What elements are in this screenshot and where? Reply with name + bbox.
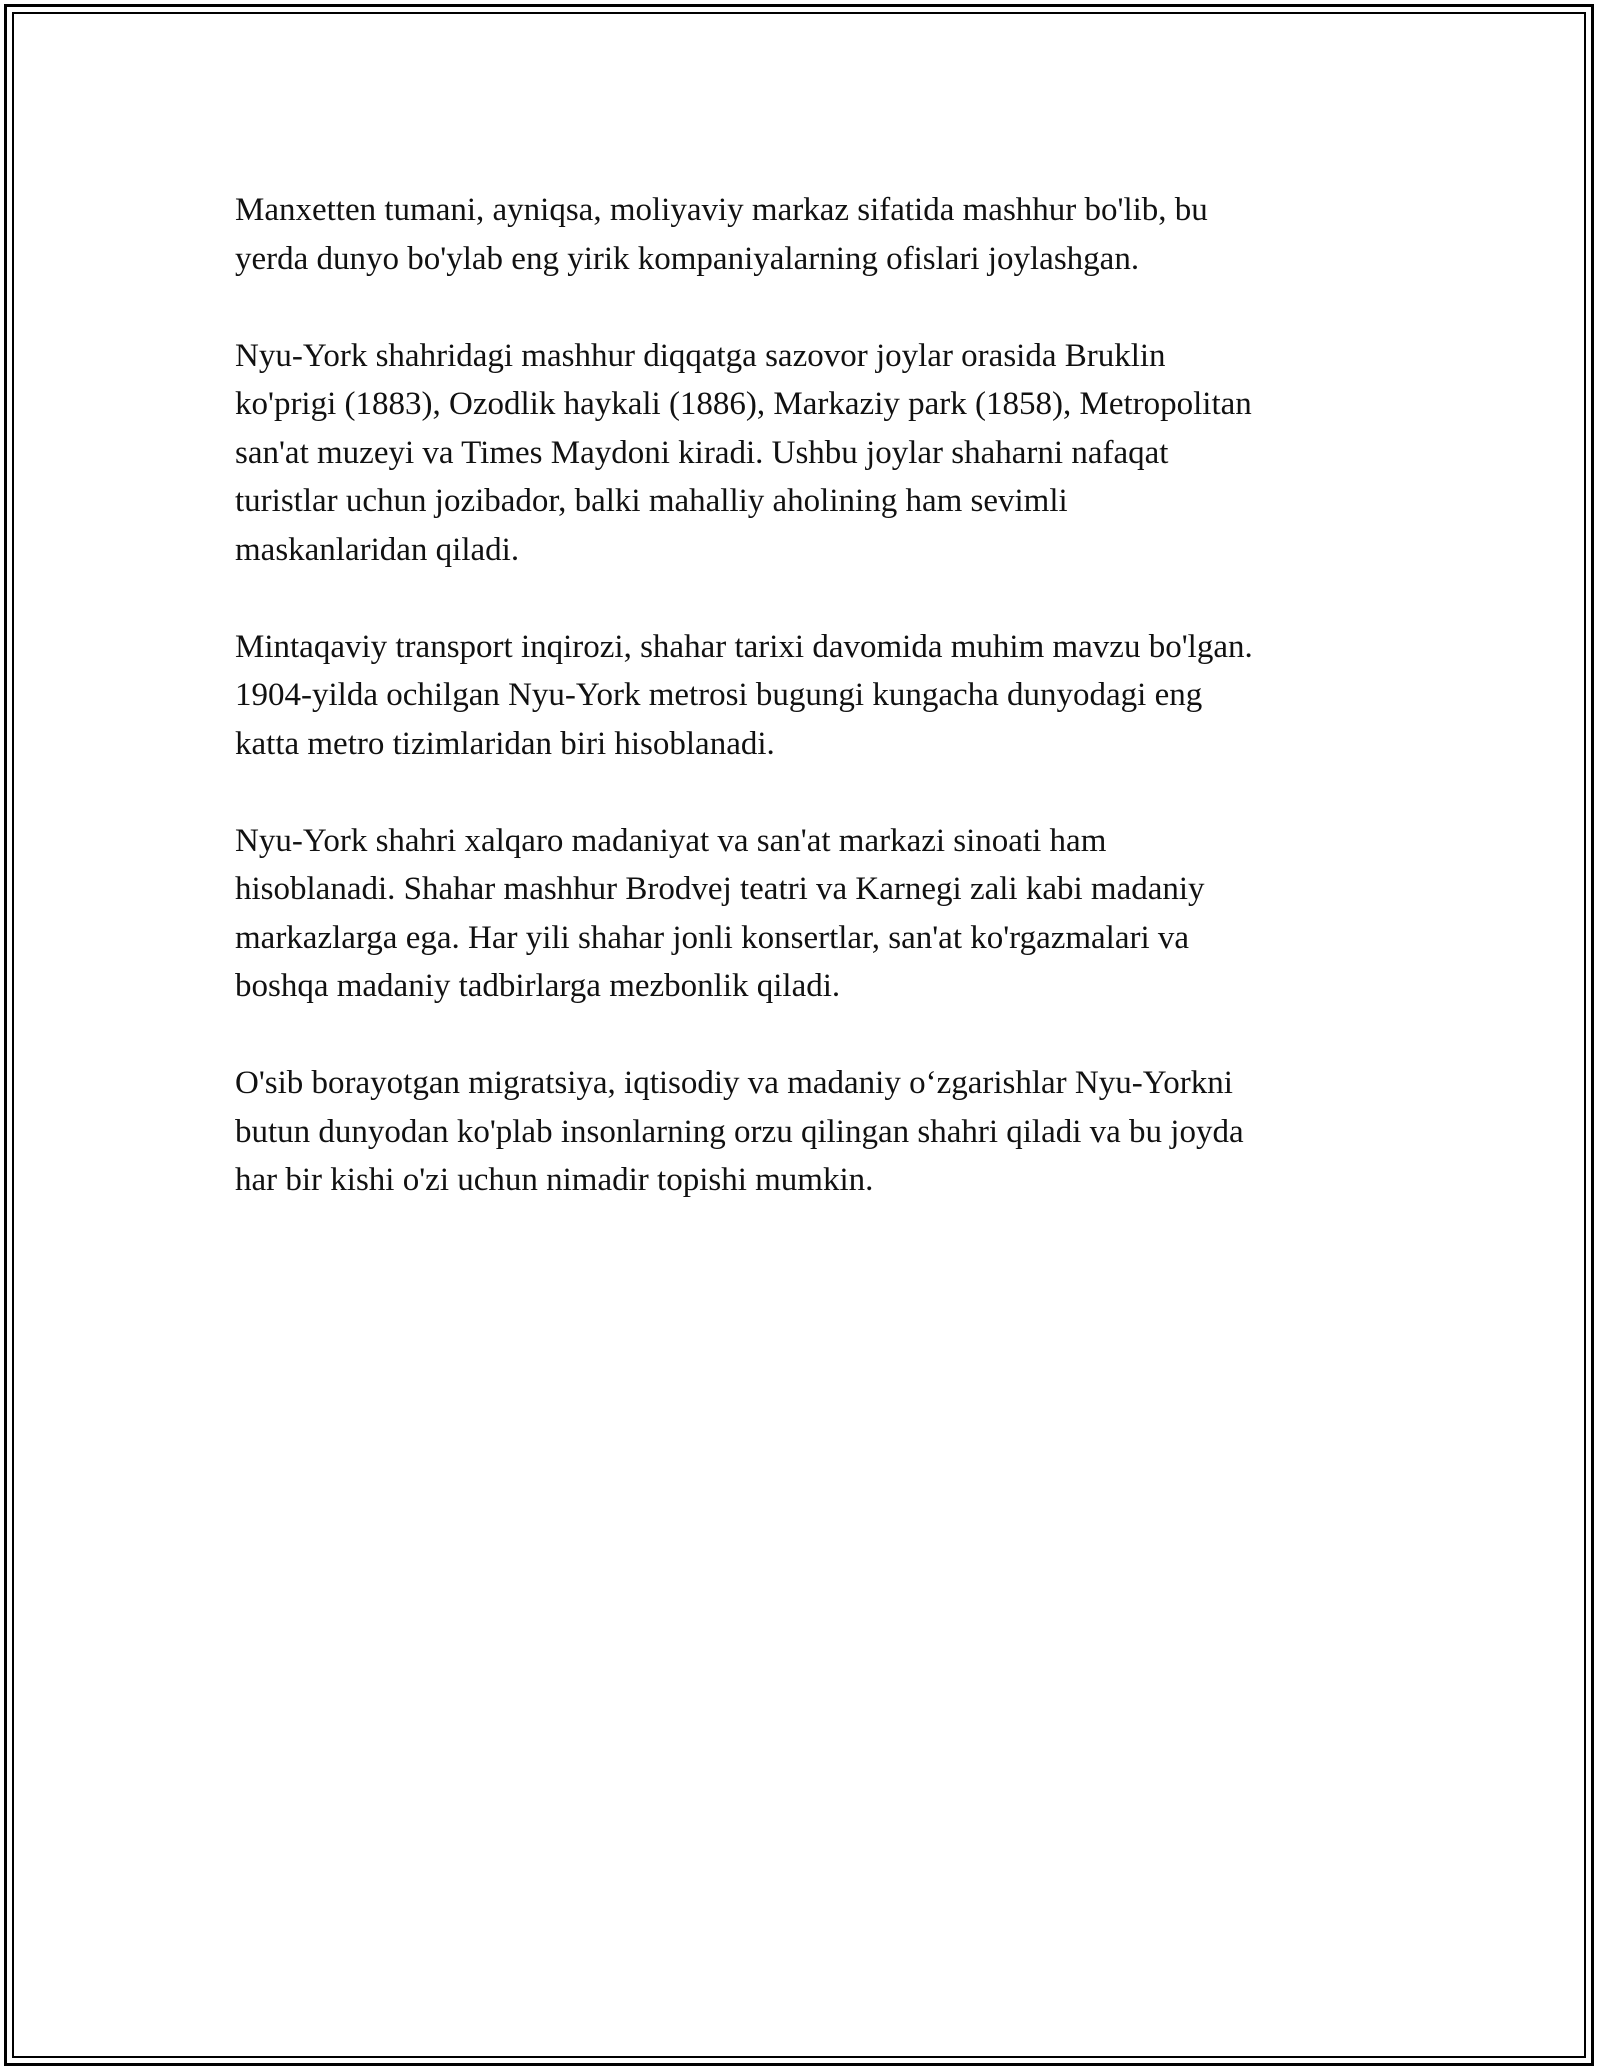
paragraph-landmarks: Nyu-York shahridagi mashhur diqqatga sazovor joylar orasida Bruklin ko'prigi (1883), Ozodlik haykali (1886), Markaziy park (1858), Metropolitan san'at muzeyi va Times Maydoni kiradi. Ushbu joylar shaharni nafaqat turistlar uchun jozibador, balki mahalliy aholining ham sevimli maskanlaridan qiladi. <box>235 337 1252 568</box>
paragraph-culture: Nyu-York shahri xalqaro madaniyat va san'at markazi sinoati ham hisoblanadi. Shahar mashhur Brodvej teatri va Karnegi zali kabi madaniy markazlarga ega. Har yili shahar jonli konsertlar, san'at ko'rgazmalari va boshqa madaniy tadbirlarga mezbonlik qiladi. <box>235 822 1205 1004</box>
paragraph-manhattan: Manxetten tumani, ayniqsa, moliyaviy markaz sifatida mashhur bo'lib, bu yerda dunyo bo'ylab eng yirik kompaniyalarning ofislari joylashgan. <box>235 192 1208 277</box>
paragraph-migration: O'sib borayotgan migratsiya, iqtisodiy va madaniy o‘zgarishlar Nyu-Yorkni butun dunyodan ko'plab insonlarning orzu qilingan shahri qiladi va bu joyda har bir kishi o'zi uchun nimadir topishi mumkin. <box>235 1065 1244 1198</box>
document-body <box>235 186 1395 1253</box>
paragraph-transport: Mintaqaviy transport inqirozi, shahar tarixi davomida muhim mavzu bo'lgan. 1904-yilda ochilgan Nyu-York metrosi bugungi kungacha dunyodagi eng katta metro tizimlaridan biri hisoblanadi. <box>235 628 1253 762</box>
